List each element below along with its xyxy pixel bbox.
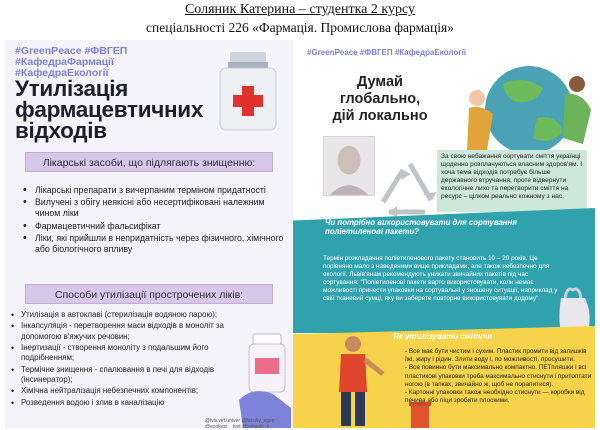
hashtags <box>15 46 127 79</box>
page-header <box>0 0 600 40</box>
person-throwing-icon <box>321 330 391 428</box>
tip-item: - Все має бути чистим і сухим. Пластик промити від залишків їжі, жиру і рідин. Злити воду і, по можливості, просушити. <box>405 348 587 364</box>
globe-hug-icon <box>453 54 595 164</box>
hashtags: #GreenPeace #ФВГЕП #КафедраЕкології <box>307 48 467 57</box>
tip-item: - Все повинно бути максимально компактно. ПЕТпляшки і всі пластикові упаковки треба максимально стиснути і притоптати ногою (в тапках, звичайно ж, щоб не порапитися). <box>405 364 592 388</box>
list-item: • Утилізація в автоклаві (стерилізація водяною парою); <box>11 310 261 320</box>
list-item: • Розведення водою і злив в каналізацію <box>11 398 261 408</box>
hashtag-line: #GreenPeace #ФВГЕП <box>15 45 128 57</box>
slogan-line: Думай глобально, <box>339 74 421 107</box>
hashtag-line: #КафедраФармації <box>15 56 114 68</box>
title-line: фармацевтичних <box>15 97 204 122</box>
bags-text: Термін розкладання поліетиленового пакету становить 10 – 20 років. Це порівняно мало з наведеними вище прикладами, але також небезпечно для екології. Львів'янам рекомендують уникати звичайних пакетів під час сортування: "Поліетиленові пакети варто використовувати, коли немає можливості принести упаковки на сортувальні у зношену ситуації, наприклад у свій тканевий сумці, яку ви заберете повторне використовувати додому". <box>323 255 558 302</box>
social-footer: @lviv.vet.univer @faculty_vgep @ecology__lvet @solianik_k <box>205 418 275 428</box>
specialty-line: спеціальності 226 «Фармація. Промислова фармація» <box>146 20 454 35</box>
section-banner: Способи утилізації прострочених ліків: <box>25 284 273 304</box>
author-photo <box>323 136 375 196</box>
intro-text: За свою небажання сортувати сміття українці щоденно розплачуються власним здоров'ям. І хоча тема відходів потребує більше державного втручання, проте відвернути екологічне лихо та перетворити сміття на ресурс – цілком реально кожному з нас. <box>437 150 587 212</box>
disposal-tips <box>405 348 593 405</box>
medicine-bottle-icon <box>212 48 284 134</box>
question-heading: Чи потрібно використовувати для сортування поліетиленові пакети? <box>325 218 517 236</box>
question-heading: Як утилізувати сміття <box>393 332 492 341</box>
methods-list <box>11 310 261 409</box>
poster-title <box>15 78 203 141</box>
right-panel <box>293 40 595 428</box>
section-banner: Лікарські засоби, що підлягають знищенню: <box>25 152 273 172</box>
list-item: • Фармацевтичний фальсифікат <box>23 221 288 232</box>
slogan-line: дій локально <box>332 108 428 124</box>
destroy-list <box>23 185 288 256</box>
list-item: • Інертизації - створення моноліту з подальшим його подрібненням; <box>11 343 261 363</box>
list-item: • Інкапсуляція - перетворення маси відходів в моноліт за допомогою в'яжучих речовин; <box>11 321 261 341</box>
left-panel <box>5 40 293 428</box>
list-item: • Вилучені з обігу неякісні або несертифіковані належним чином ліки <box>23 197 288 219</box>
title-line: відходів <box>15 118 107 143</box>
title-line: Утилізація <box>15 76 129 101</box>
portrait-icon <box>324 137 374 195</box>
pill-bottle-hand-icon <box>233 330 293 428</box>
list-item: • Термічне знищення - спалювання в печі для відходів (інсинератор); <box>11 365 261 385</box>
author-line: Соляник Катерина – студентка 2 курсу <box>184 2 416 17</box>
poster <box>5 40 595 428</box>
tip-item: - Картонні упаковки також необхідно стиснути — коробки від печива або піци зробити плоскими. <box>405 389 585 405</box>
list-item: • Хімічна нейтралізація небезпечних компонентів; <box>11 386 261 396</box>
hashtag-line: #КафедраЕкології <box>15 67 109 79</box>
list-item: • Лікарські препарати з вичерпаним терміном придатності <box>23 185 288 196</box>
list-item: • Ліки, які прийшли в непридатність через фізичного, хімічного або біологічного впливу <box>23 233 288 255</box>
slogan <box>315 74 445 125</box>
